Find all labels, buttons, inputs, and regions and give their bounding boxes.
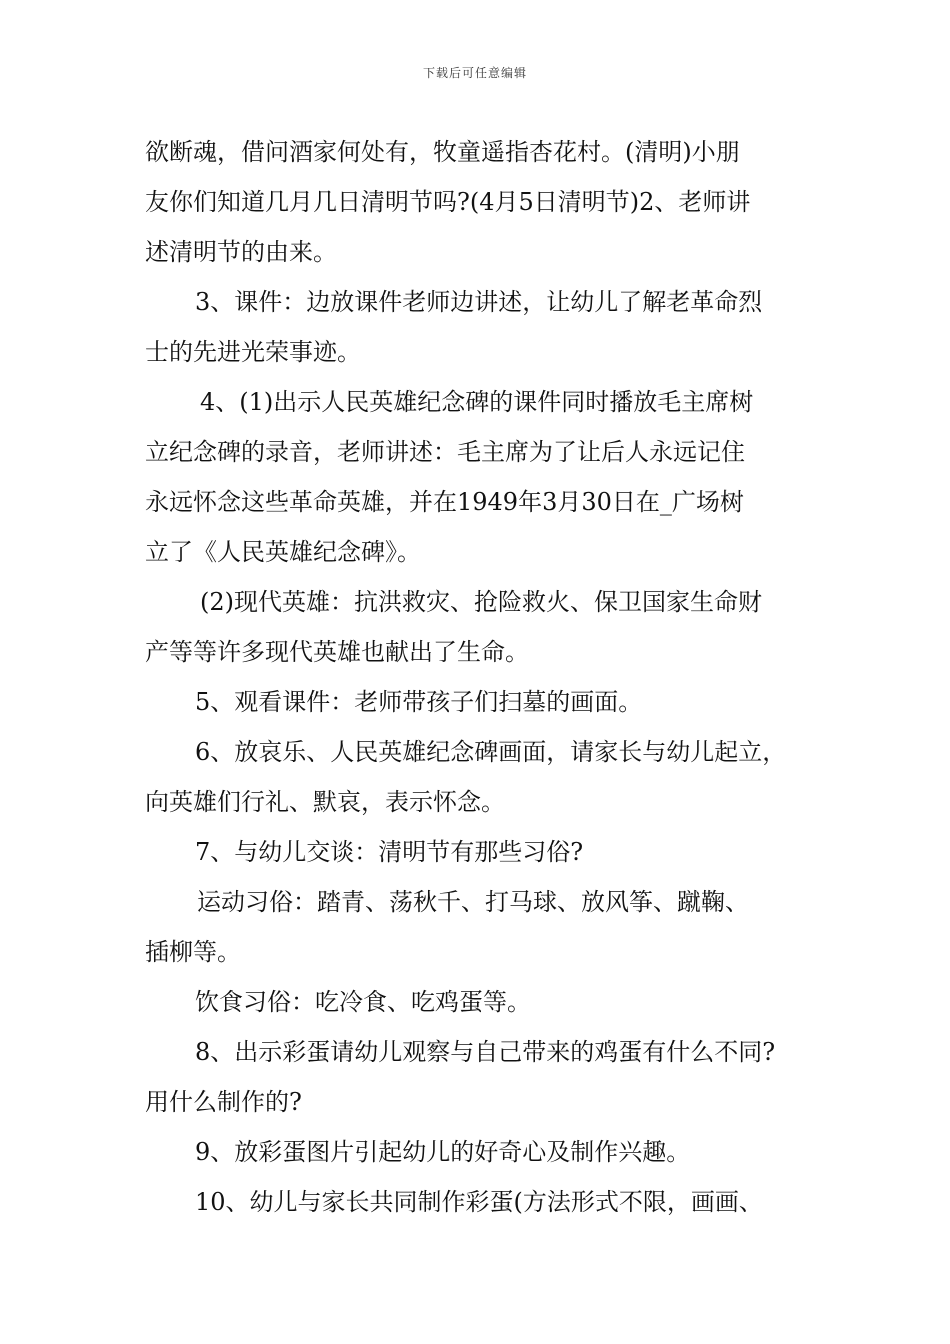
paragraph-line: 4、(1)出示人民英雄纪念碑的课件同时播放毛主席树 — [200, 388, 754, 416]
paragraph-line: 8、出示彩蛋请幼儿观察与自己带来的鸡蛋有什么不同? — [195, 1038, 776, 1066]
paragraph-line: 9、放彩蛋图片引起幼儿的好奇心及制作兴趣。 — [195, 1138, 691, 1166]
page-header: 下载后可任意编辑 — [422, 66, 527, 80]
text-line: 产等等许多现代英雄也献出了生命。 — [145, 638, 529, 666]
text-line: 永远怀念这些革命英雄，并在1949年3月30日在_广场树 — [145, 488, 744, 516]
paragraph-line: 6、放哀乐、人民英雄纪念碑画面，请家长与幼儿起立， — [195, 738, 787, 766]
paragraph-line: 3、课件：边放课件老师边讲述，让幼儿了解老革命烈 — [195, 288, 763, 316]
document-body — [145, 127, 811, 1227]
text-line: 士的先进光荣事迹。 — [145, 338, 361, 366]
text-line: 向英雄们行礼、默哀，表示怀念。 — [145, 788, 505, 816]
text-line: 插柳等。 — [145, 938, 241, 966]
paragraph-line: 运动习俗：踏青、荡秋千、打马球、放风筝、蹴鞠、 — [197, 888, 749, 916]
paragraph-line: 10、幼儿与家长共同制作彩蛋(方法形式不限，画画、 — [195, 1188, 763, 1216]
paragraph-line: (2)现代英雄：抗洪救灾、抢险救火、保卫国家生命财 — [200, 588, 762, 616]
text-line: 述清明节的由来。 — [145, 238, 337, 266]
paragraph-line: 5、观看课件：老师带孩子们扫墓的画面。 — [195, 688, 643, 716]
text-line: 用什么制作的? — [145, 1088, 302, 1116]
text-line: 欲断魂，借问酒家何处有，牧童遥指杏花村。(清明)小朋 — [145, 138, 740, 166]
paragraph-line: 饮食习俗：吃冷食、吃鸡蛋等。 — [195, 988, 531, 1016]
text-line: 立纪念碑的录音，老师讲述：毛主席为了让后人永远记住 — [145, 438, 745, 466]
text-line: 立了《人民英雄纪念碑》。 — [145, 538, 421, 566]
text-line: 友你们知道几月几日清明节吗?(4月5日清明节)2、老师讲 — [145, 188, 751, 216]
paragraph-line: 7、与幼儿交谈：清明节有那些习俗? — [195, 838, 584, 866]
